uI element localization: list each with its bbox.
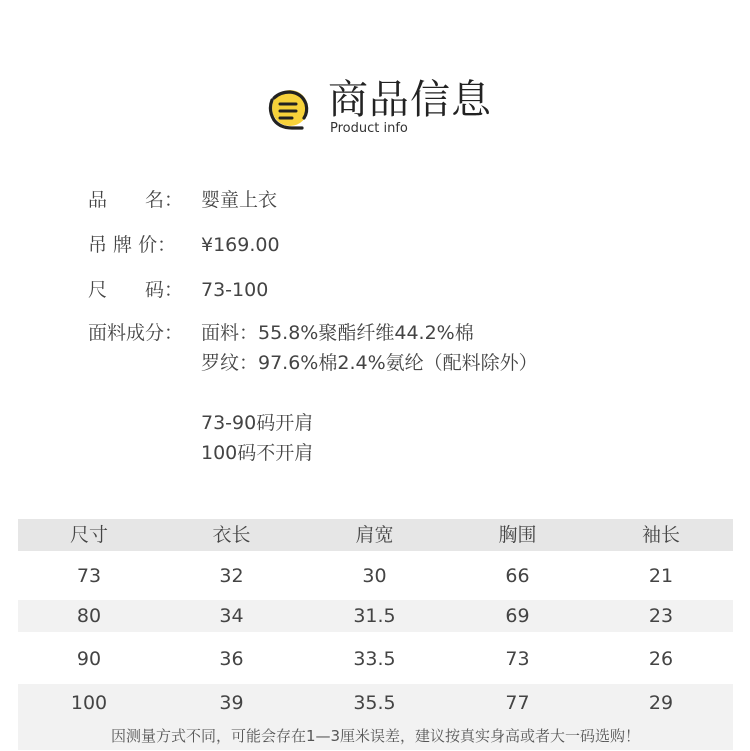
table-row bbox=[18, 600, 733, 632]
product-name-label: 品 名： bbox=[88, 189, 184, 211]
material-line-fabric: 面料：55.8%聚酯纤维44.2%棉 bbox=[201, 322, 474, 344]
table-cell: 80 bbox=[76, 605, 102, 627]
table-cell: 34 bbox=[219, 605, 244, 627]
material-values bbox=[201, 318, 538, 378]
table-cell: 32 bbox=[219, 565, 244, 587]
table-cell: 35.5 bbox=[353, 692, 396, 714]
table-header-row bbox=[18, 519, 733, 551]
shoulder-notes bbox=[201, 408, 313, 468]
column-header-chest: 胸围 bbox=[498, 524, 537, 546]
table-cell: 33.5 bbox=[353, 648, 396, 670]
list-document-icon bbox=[262, 86, 310, 134]
column-header-shoulder: 肩宽 bbox=[355, 524, 394, 546]
table-cell: 39 bbox=[219, 692, 244, 714]
table-cell: 77 bbox=[505, 692, 530, 714]
table-row bbox=[18, 560, 733, 592]
column-header-length: 衣长 bbox=[212, 524, 251, 546]
page-subtitle: Product info bbox=[330, 121, 408, 136]
table-cell: 30 bbox=[362, 565, 387, 587]
table-row bbox=[18, 643, 733, 675]
shoulder-note-line: 100码不开肩 bbox=[201, 442, 314, 464]
tag-price-value: ¥169.00 bbox=[201, 234, 280, 256]
size-range-value: 73-100 bbox=[201, 279, 269, 301]
table-cell: 21 bbox=[648, 565, 674, 587]
table-cell: 73 bbox=[505, 648, 530, 670]
table-cell: 66 bbox=[505, 565, 530, 587]
table-cell: 26 bbox=[648, 648, 674, 670]
size-range-label: 尺 码： bbox=[88, 279, 184, 301]
table-cell: 90 bbox=[76, 648, 102, 670]
page-title: 商品信息 bbox=[328, 77, 492, 123]
table-cell: 29 bbox=[648, 692, 674, 714]
product-info-header bbox=[262, 74, 502, 144]
table-cell: 36 bbox=[219, 648, 244, 670]
column-header-sleeve: 袖长 bbox=[641, 524, 680, 546]
table-cell: 73 bbox=[76, 565, 102, 587]
measurement-note: 因测量方式不同，可能会存在1—3厘米误差，建议按真实身高或者大一码选购！ bbox=[110, 727, 641, 745]
shoulder-note-line: 73-90码开肩 bbox=[201, 412, 314, 434]
table-cell: 31.5 bbox=[353, 605, 396, 627]
table-cell: 23 bbox=[648, 605, 674, 627]
product-name-value: 婴童上衣 bbox=[201, 189, 278, 211]
tag-price-label: 吊 牌 价： bbox=[88, 234, 177, 256]
material-line-rib: 罗纹：97.6%棉2.4%氨纶（配料除外） bbox=[201, 352, 538, 374]
material-label: 面料成分： bbox=[88, 322, 184, 344]
table-cell: 69 bbox=[505, 605, 530, 627]
column-header-size: 尺寸 bbox=[69, 524, 108, 546]
table-cell: 100 bbox=[70, 692, 108, 714]
